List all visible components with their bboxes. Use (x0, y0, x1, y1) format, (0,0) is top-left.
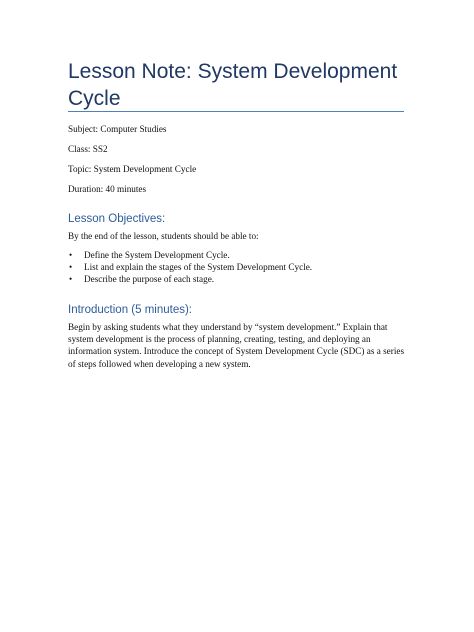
objective-text: Define the System Development Cycle. (84, 250, 230, 260)
class-line: Class: SS2 (68, 144, 108, 154)
topic-line: Topic: System Development Cycle (68, 164, 197, 174)
bullet-icon: • (69, 250, 73, 260)
bullet-icon: • (69, 274, 73, 285)
objective-text: List and explain the stages of the System Development Cycle. (84, 262, 313, 273)
objectives-heading: Lesson Objectives: (68, 213, 166, 225)
page-title: Lesson Note: System Development Cycle (68, 60, 398, 110)
duration-line: Duration: 40 minutes (68, 184, 147, 194)
bullet-icon: • (69, 262, 73, 273)
title-underline (68, 111, 404, 112)
objective-text: Describe the purpose of each stage. (84, 274, 215, 285)
introduction-heading: Introduction (5 minutes): (68, 304, 193, 316)
subject-line: Subject: Computer Studies (68, 124, 167, 134)
introduction-body: Begin by asking students what they understand by “system development.” Explain that system development is the process of planning, creating, testing, and deploying an information system. Introduce the concept of System Development Cycle (SDC) as a series of steps followed when developing a new system. (68, 322, 405, 369)
objectives-intro: By the end of the lesson, students should be able to: (68, 231, 259, 241)
